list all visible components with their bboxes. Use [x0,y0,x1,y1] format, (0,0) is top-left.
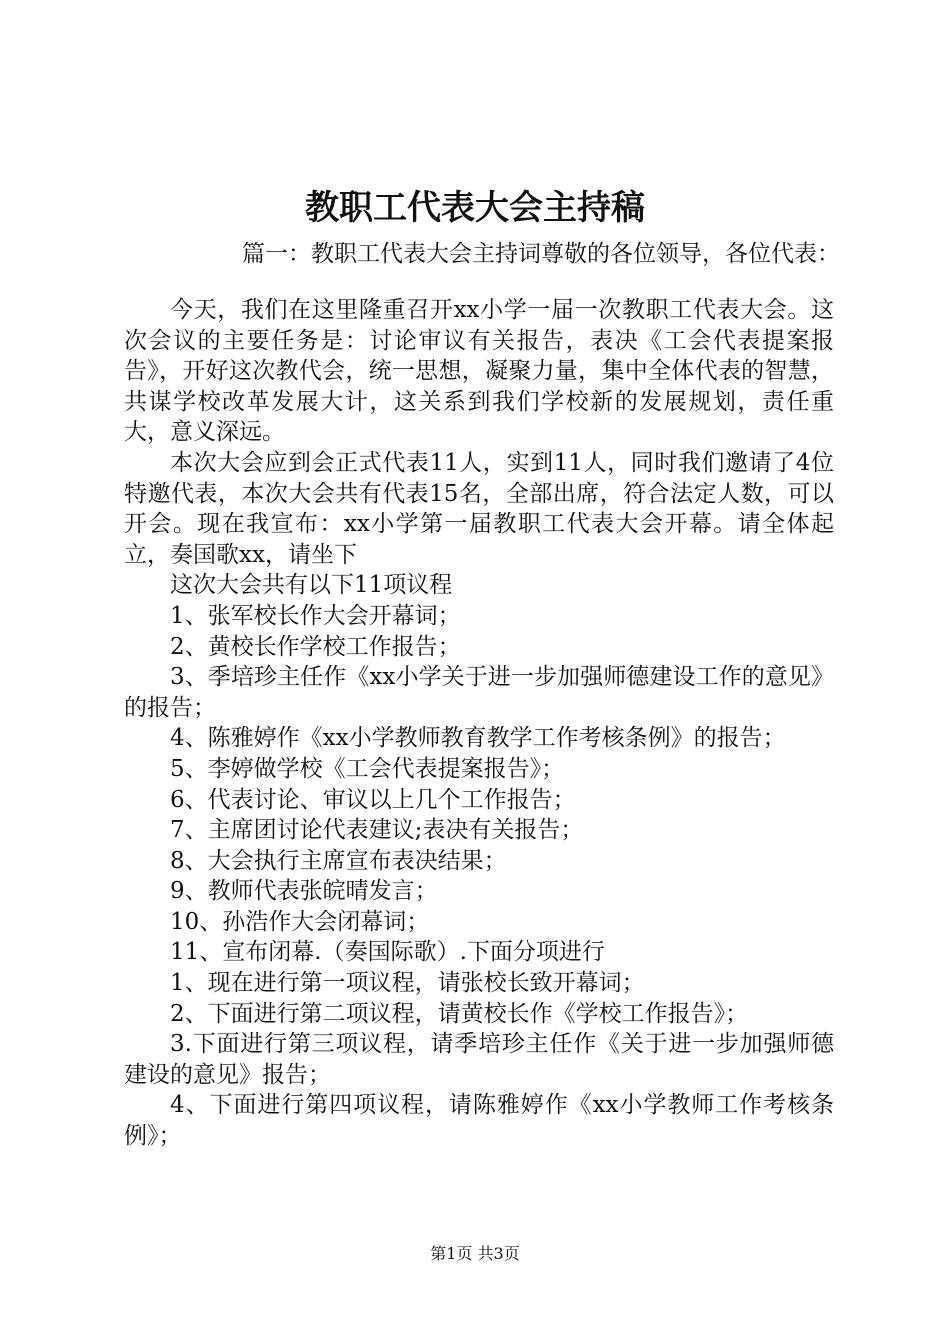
agenda-item: 3、季培珍主任作《xx小学关于进一步加强师德建设工作的意见》的报告； [124,664,834,721]
proceeding-item: 4、下面进行第四项议程，请陈雅婷作《xx小学教师工作考核条例》； [124,1092,834,1150]
agenda-item: 2、黄校长作学校工作报告； [170,633,461,660]
agenda-item: 6、代表讨论、审议以上几个工作报告； [170,786,576,813]
proceeding-item: 3.下面进行第三项议程，请季培珍主任作《关于进一步加强师德建设的意见》报告； [124,1031,834,1088]
agenda-item: 7、主席团讨论代表建议;表决有关报告； [170,817,584,844]
agenda-item: 4、陈雅婷作《xx小学教师教育教学工作考核条例》的报告； [170,725,786,752]
document-title: 教职工代表大会主持稿 [305,188,645,228]
agenda-item: 1、张军校长作大会开幕词； [170,602,461,629]
agenda-item: 10、孙浩作大会闭幕词； [170,908,430,935]
agenda-item: 11、宣布闭幕.（奏国际歌）.下面分项进行 [170,939,605,966]
agenda-item: 5、李婷做学校《工会代表提案报告》； [170,755,565,782]
document-subtitle: 篇一：教职工代表大会主持词尊敬的各位领导，各位代表： [242,241,840,267]
agenda-item: 9、教师代表张皖晴发言； [170,878,438,905]
paragraph-attendance: 本次大会应到会正式代表11人，实到11人，同时我们邀请了4位特邀代表，本次大会共有代表15名，全部出席，符合法定人数，可以开会。现在我宣布：xx小学第一届教职工代表大会开幕。请全体起立，奏国歌xx，请坐下 [124,449,834,568]
agenda-intro: 这次大会共有以下11项议程 [170,572,453,599]
proceeding-item: 2、下面进行第二项议程，请黄校长作《学校工作报告》； [170,1000,749,1027]
page-number: 第1页 共3页 [430,1244,520,1263]
agenda-item: 8、大会执行主席宣布表决结果； [170,847,507,874]
paragraph-opening: 今天，我们在这里隆重召开xx小学一届一次教职工代表大会。这次会议的主要任务是：讨论审议有关报告，表决《工会代表提案报告》，开好这次教代会，统一思想，凝聚力量，集中全体代表的智慧，共谋学校改革发展大计，这关系到我们学校新的发展规划，责任重大，意义深远。 [124,297,834,446]
document-body [124,295,834,1152]
proceeding-item: 1、现在进行第一项议程，请张校长致开幕词； [170,970,645,997]
